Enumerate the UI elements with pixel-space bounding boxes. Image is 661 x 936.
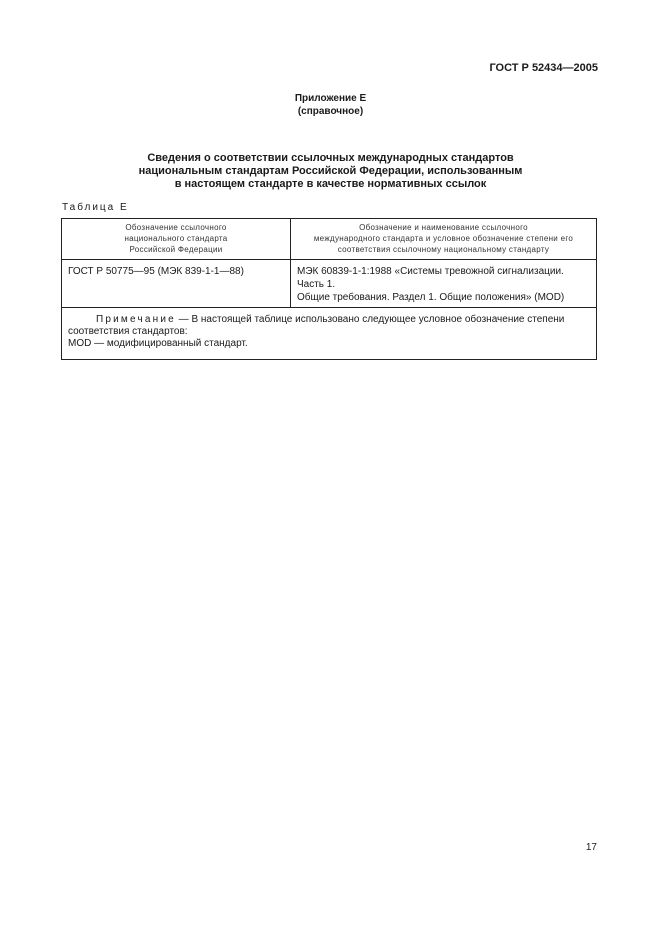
page-number: 17 <box>585 842 597 853</box>
cell-national-standard: ГОСТ Р 50775—95 (МЭК 839-1-1—88) <box>62 260 291 308</box>
header-text: международного стандарта и условное обозначение степени его <box>313 234 574 243</box>
appendix-heading <box>0 92 661 118</box>
header-national-standard <box>62 219 291 260</box>
header-text: Российской Федерации <box>129 245 223 254</box>
note-text: MOD — модифицированный стандарт. <box>68 338 248 349</box>
title-line: Сведения о соответствии ссылочных международных стандартов <box>147 152 514 164</box>
cell-text: МЭК 60839-1-1:1988 «Системы тревожной сигнализации. Часть 1. <box>297 266 564 290</box>
note-text: — В настоящей таблице использовано следующее условное обозначение степени <box>178 314 565 325</box>
header-text: Обозначение и наименование ссылочного <box>359 223 528 232</box>
table-note-row <box>62 308 597 360</box>
table-row <box>62 260 597 308</box>
header-text: соответствия ссылочному национальному стандарту <box>337 245 550 254</box>
table-label: Таблица Е <box>62 202 129 213</box>
standards-table <box>61 218 597 360</box>
header-international-standard <box>291 219 597 260</box>
cell-international-standard <box>291 260 597 308</box>
title-line: национальным стандартам Российской Федерации, использованным <box>138 165 523 177</box>
title-line: в настоящем стандарте в качестве нормативных ссылок <box>174 178 487 190</box>
table-header-row <box>62 219 597 260</box>
cell-text: Общие требования. Раздел 1. Общие положения» (MOD) <box>297 292 565 303</box>
section-title <box>100 152 561 191</box>
header-text: Обозначение ссылочного <box>125 223 227 232</box>
appendix-subtitle: (справочное) <box>297 106 364 117</box>
note-heading: Примечание <box>96 314 176 325</box>
note-text: соответствия стандартов: <box>68 326 188 337</box>
appendix-title: Приложение Е <box>294 93 367 104</box>
document-code: ГОСТ Р 52434—2005 <box>489 62 598 74</box>
table-note <box>62 308 597 360</box>
header-text: национального стандарта <box>124 234 228 243</box>
